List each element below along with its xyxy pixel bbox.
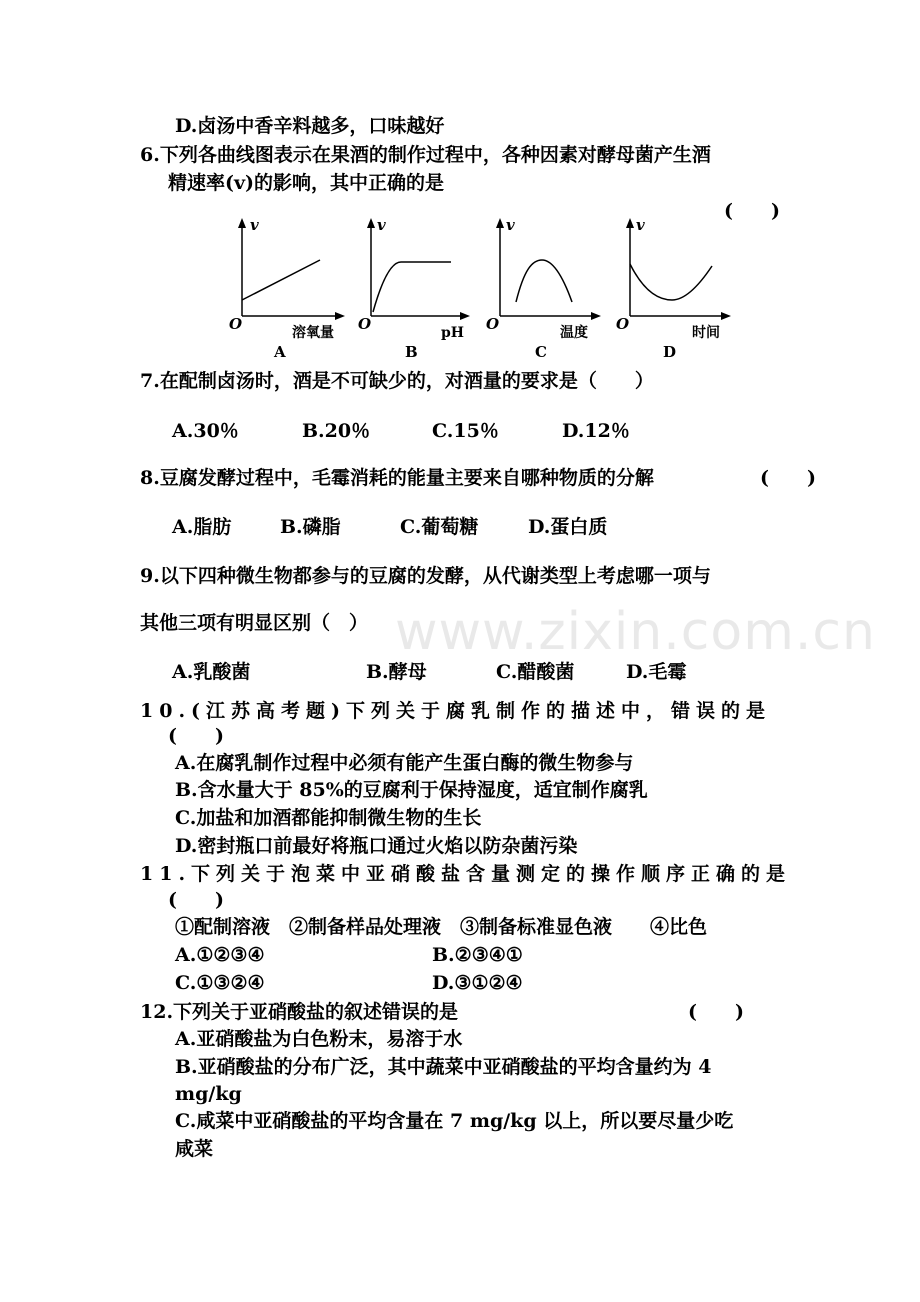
q8-option-d: D.蛋白质: [528, 516, 608, 538]
graph-b-curve: [373, 262, 451, 312]
q7-stem: 7.在配制卤汤时，酒是不可缺少的，对酒量的要求是（ ）: [140, 370, 654, 392]
q9-option-d: D.毛霉: [626, 661, 687, 683]
q12-option-b-line2: mg/kg: [175, 1083, 242, 1105]
graph-d-xlabel: 时间: [692, 325, 720, 341]
q7-option-c: C.15％: [432, 420, 499, 442]
q8-option-a: A.脂肪: [172, 516, 232, 538]
q12-option-a: A.亚硝酸盐为白色粉末，易溶于水: [175, 1028, 463, 1050]
q8-option-b: B.磷脂: [280, 516, 341, 538]
q11-option-c: C.①③②④: [175, 972, 265, 994]
graph-a-origin: O: [229, 315, 243, 333]
q6-answer-bracket: ( ): [724, 200, 780, 222]
q6-stem-line2: 精速率(v)的影响，其中正确的是: [168, 172, 445, 194]
q12-option-c-line2: 咸菜: [175, 1138, 214, 1160]
q12-stem: 12.下列关于亚硝酸盐的叙述错误的是: [140, 1001, 459, 1023]
graph-d-letter: D: [663, 343, 677, 361]
q5-option-d: D.卤汤中香辛料越多，口味越好: [175, 115, 445, 137]
q7-option-a: A.30％: [172, 420, 239, 442]
q7-option-d: D.12％: [562, 420, 630, 442]
graph-b-ylabel: v: [377, 216, 386, 234]
q10-option-b: B.含水量大于 85%的豆腐利于保持湿度，适宜制作腐乳: [175, 779, 648, 801]
q9-option-a: A.乳酸菌: [172, 661, 251, 683]
graph-a-letter: A: [274, 343, 286, 361]
q9-stem-line1: 9.以下四种微生物都参与的豆腐的发酵，从代谢类型上考虑哪一项与: [140, 565, 711, 587]
graph-c-curve: [516, 260, 572, 302]
q11-option-d: D.③①②④: [432, 972, 523, 994]
q6-graph-a: [228, 216, 348, 365]
graph-c-origin: O: [486, 315, 500, 333]
graph-a-curve: [242, 260, 320, 300]
q10-stem: 10.(江苏高考题)下列关于腐乳制作的描述中，错误的是: [140, 700, 772, 722]
graph-b-xlabel: pH: [441, 325, 465, 341]
graph-d-curve: [630, 264, 712, 300]
q11-steps: ①配制溶液 ②制备样品处理液 ③制备标准显色液 ④比色: [175, 916, 708, 938]
q7-option-b: B.20％: [302, 420, 371, 442]
q11-option-b: B.②③④①: [432, 944, 523, 966]
graph-b-origin: O: [358, 315, 372, 333]
q10-option-c: C.加盐和加酒都能抑制微生物的生长: [175, 807, 482, 829]
graph-d-ylabel: v: [636, 216, 645, 234]
graph-c-ylabel: v: [506, 216, 515, 234]
q8-option-c: C.葡萄糖: [400, 516, 479, 538]
q10-option-a: A.在腐乳制作过程中必须有能产生蛋白酶的微生物参与: [175, 752, 634, 774]
q9-stem-line2: 其他三项有明显区别（ ）: [140, 612, 369, 634]
watermark: www.zixin.com.cn: [395, 602, 876, 662]
q10-option-d: D.密封瓶口前最好将瓶口通过火焰以防杂菌污染: [175, 835, 578, 857]
q12-answer-bracket: ( ): [688, 1001, 744, 1023]
graph-d-origin: O: [616, 315, 630, 333]
q12-option-c-line1: C.咸菜中亚硝酸盐的平均含量在 7 mg/kg 以上，所以要尽量少吃: [175, 1110, 734, 1132]
q6-stem-line1: 6.下列各曲线图表示在果酒的制作过程中，各种因素对酵母菌产生酒: [140, 144, 711, 166]
q9-option-b: B.酵母: [366, 661, 427, 683]
graph-b-letter: B: [405, 343, 418, 361]
q9-option-c: C.醋酸菌: [496, 661, 575, 683]
q10-answer-bracket: ( ): [168, 725, 224, 747]
graph-c-xlabel: 温度: [560, 325, 588, 341]
q8-answer-bracket: ( ): [760, 467, 816, 489]
graph-a-xlabel: 溶氧量: [292, 325, 334, 341]
graph-a-ylabel: v: [250, 216, 259, 234]
q11-option-a: A.①②③④: [175, 944, 265, 966]
q11-stem: 11.下列关于泡菜中亚硝酸盐含量测定的操作顺序正确的是: [140, 863, 792, 885]
q6-graph-d: [616, 216, 736, 365]
q11-answer-bracket: ( ): [168, 889, 224, 911]
graph-c-letter: C: [535, 343, 547, 361]
q6-graph-c: [486, 216, 606, 365]
q8-stem: 8.豆腐发酵过程中，毛霉消耗的能量主要来自哪种物质的分解: [140, 467, 654, 489]
q12-option-b-line1: B.亚硝酸盐的分布广泛，其中蔬菜中亚硝酸盐的平均含量约为 4: [175, 1056, 712, 1078]
q6-graph-b: [357, 216, 477, 365]
